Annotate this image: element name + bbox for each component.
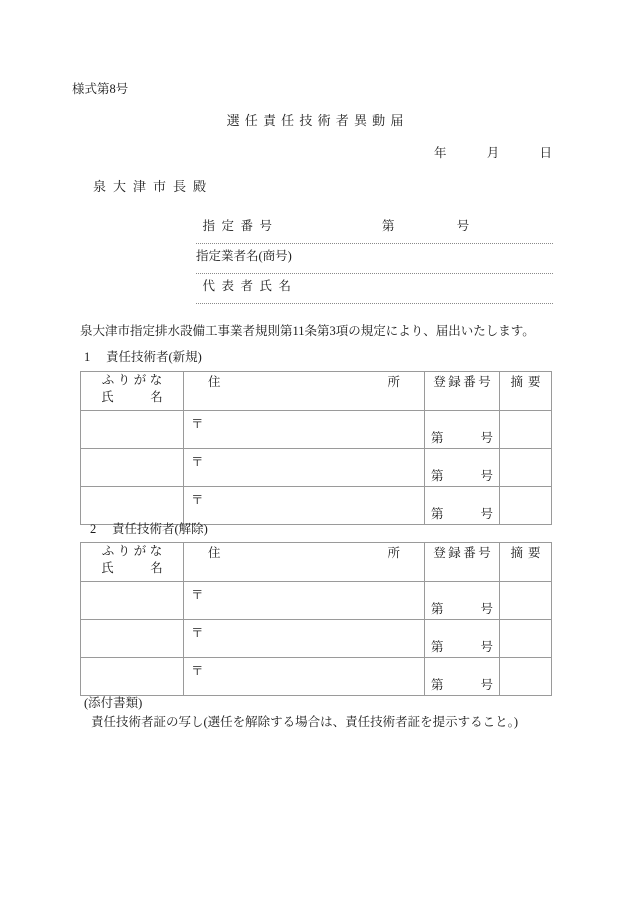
section-2-label: 責任技術者(解除) xyxy=(112,522,208,536)
header-name: 氏 名 xyxy=(101,389,175,404)
table-row xyxy=(81,411,552,449)
table-row xyxy=(81,582,552,620)
cell-registration[interactable] xyxy=(425,411,500,449)
representative-name-label: 代表者氏名 xyxy=(202,279,298,293)
header-name-cell xyxy=(81,543,184,582)
section-2-number: 2 xyxy=(90,522,97,536)
section-heading-1 xyxy=(84,347,202,365)
cell-remarks[interactable] xyxy=(500,582,552,620)
cell-address[interactable] xyxy=(184,449,425,487)
registration-suffix: 号 xyxy=(480,507,493,521)
cell-name[interactable] xyxy=(81,620,184,658)
section-1-number: 1 xyxy=(84,350,91,364)
cell-registration[interactable] xyxy=(425,487,500,525)
addressee-line: 泉大津市長殿 xyxy=(93,179,214,194)
header-address-cell xyxy=(184,372,425,411)
cell-address[interactable] xyxy=(184,487,425,525)
cell-name[interactable] xyxy=(81,582,184,620)
registration-suffix: 号 xyxy=(480,431,493,445)
postal-code-icon: 〒 xyxy=(191,417,204,431)
date-year-label: 年 xyxy=(433,146,447,160)
document-title: 選任責任技術者異動届 xyxy=(226,113,409,128)
header-remarks-cell: 摘要 xyxy=(500,372,552,411)
table-row xyxy=(81,658,552,696)
header-name: 氏 名 xyxy=(101,560,175,575)
registration-suffix: 号 xyxy=(480,469,493,483)
form-number: 様式第8号 xyxy=(72,82,129,96)
cell-name[interactable] xyxy=(81,658,184,696)
cell-remarks[interactable] xyxy=(500,658,552,696)
cell-remarks[interactable] xyxy=(500,411,552,449)
header-registration-cell: 登録番号 xyxy=(425,543,500,582)
applicant-field-block xyxy=(196,214,553,304)
header-address-left: 住 xyxy=(208,375,221,389)
table-header-row xyxy=(81,372,552,411)
postal-code-icon: 〒 xyxy=(191,455,204,469)
cell-address[interactable] xyxy=(184,582,425,620)
statement-paragraph: 泉大津市指定排水設備工事業者規則第11条第3項の規定により、届出いたします。 xyxy=(80,324,535,338)
cell-name[interactable] xyxy=(81,411,184,449)
postal-code-icon: 〒 xyxy=(191,664,204,678)
registration-suffix: 号 xyxy=(480,640,493,654)
header-furigana: ふりがな xyxy=(101,544,166,558)
company-name-label: 指定業者名(商号) xyxy=(196,249,292,263)
attachments-heading: (添付書類) xyxy=(84,696,143,710)
designation-number-suffix: 号 xyxy=(456,219,470,233)
table-header-row xyxy=(81,543,552,582)
registration-prefix: 第 xyxy=(431,469,444,483)
cell-name[interactable] xyxy=(81,449,184,487)
cell-address[interactable] xyxy=(184,658,425,696)
attachments-text: 責任技術者証の写し(選任を解除する場合は、責任技術者証を提示すること。) xyxy=(91,715,519,729)
header-address-right: 所 xyxy=(387,375,400,389)
cell-remarks[interactable] xyxy=(500,487,552,525)
cell-registration[interactable] xyxy=(425,449,500,487)
designation-number-label: 指定番号 xyxy=(202,219,279,233)
cell-address[interactable] xyxy=(184,620,425,658)
registration-prefix: 第 xyxy=(431,602,444,616)
cell-remarks[interactable] xyxy=(500,620,552,658)
header-address-cell xyxy=(184,543,425,582)
registration-prefix: 第 xyxy=(431,507,444,521)
cell-registration[interactable] xyxy=(425,658,500,696)
header-address-right: 所 xyxy=(387,546,400,560)
table-row xyxy=(81,620,552,658)
date-month-label: 月 xyxy=(486,146,500,160)
designation-number-prefix: 第 xyxy=(382,219,395,233)
designation-number-row xyxy=(196,214,553,244)
date-line xyxy=(0,143,552,161)
header-name-cell xyxy=(81,372,184,411)
header-remarks-cell: 摘要 xyxy=(500,543,552,582)
designation-number-value[interactable] xyxy=(382,216,469,234)
postal-code-icon: 〒 xyxy=(191,588,204,602)
registration-prefix: 第 xyxy=(431,431,444,445)
cell-registration[interactable] xyxy=(425,620,500,658)
registration-prefix: 第 xyxy=(431,678,444,692)
postal-code-icon: 〒 xyxy=(191,626,204,640)
header-address-left: 住 xyxy=(208,546,221,560)
registration-suffix: 号 xyxy=(480,678,493,692)
header-furigana: ふりがな xyxy=(101,373,166,387)
company-name-row[interactable] xyxy=(196,244,553,274)
table-row xyxy=(81,449,552,487)
cell-registration[interactable] xyxy=(425,582,500,620)
cell-remarks[interactable] xyxy=(500,449,552,487)
cell-address[interactable] xyxy=(184,411,425,449)
postal-code-icon: 〒 xyxy=(191,493,204,507)
registration-prefix: 第 xyxy=(431,640,444,654)
engineer-table-new xyxy=(80,371,552,525)
section-heading-2 xyxy=(90,519,208,537)
section-1-label: 責任技術者(新規) xyxy=(106,350,202,364)
engineer-table-release xyxy=(80,542,552,696)
date-day-label: 日 xyxy=(539,146,552,160)
representative-name-row[interactable] xyxy=(196,274,553,304)
registration-suffix: 号 xyxy=(480,602,493,616)
header-registration-cell: 登録番号 xyxy=(425,372,500,411)
